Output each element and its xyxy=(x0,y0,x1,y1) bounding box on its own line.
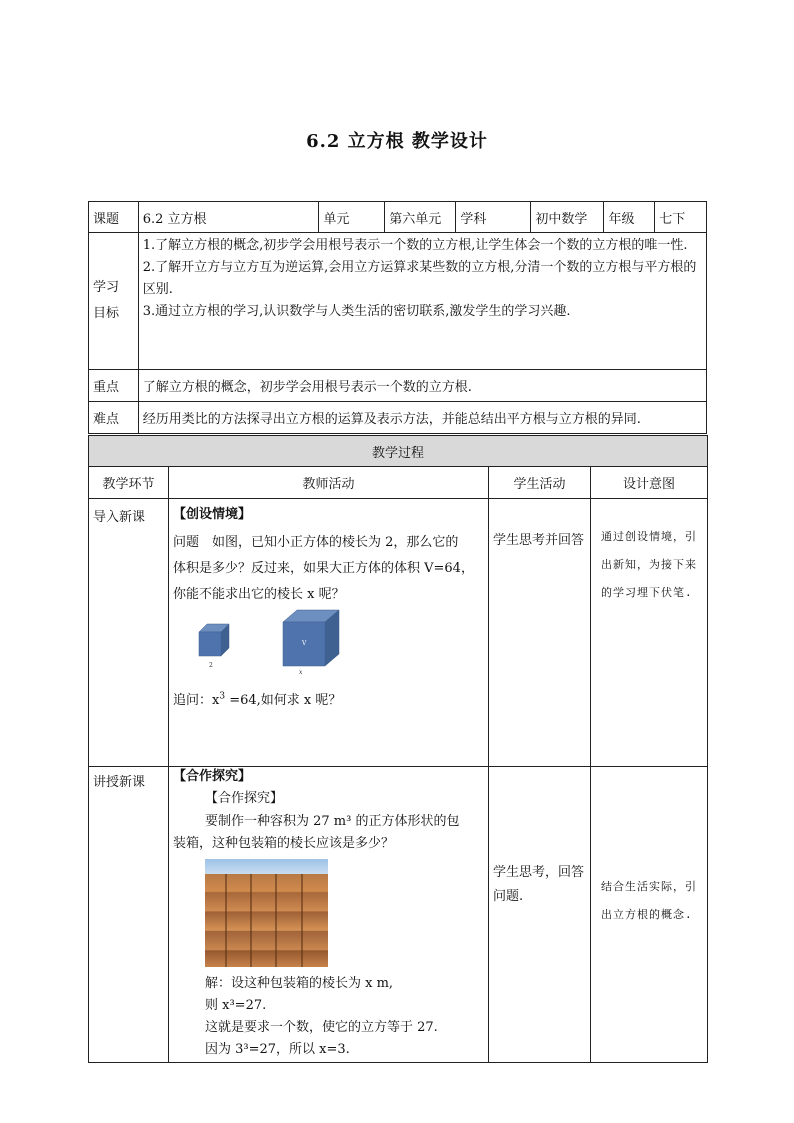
goal-item: 3.通过立方根的学习,认识数学与人类生活的密切联系,激发学生的学习兴趣. xyxy=(142,304,571,319)
teach-student-activity: 学生思考，回答问题. xyxy=(489,767,591,1063)
goal-item: 2.了解开立方与立方互为逆运算,会用立方运算求某些数的立方根,分清一个数的立方根与平方根的区别. xyxy=(142,260,697,297)
intro-student-activity: 学生思考并回答 xyxy=(489,499,591,767)
column-header: 设计意图 xyxy=(591,467,708,499)
key-label: 重点 xyxy=(89,370,139,402)
solution-line: 则 x³=27. xyxy=(205,998,267,1013)
column-header: 教学环节 xyxy=(89,467,169,499)
teach-design-intent: 结合生活实际，引出立方根的概念. xyxy=(591,767,708,1063)
cube-diagram xyxy=(173,608,473,688)
intro-problem-line: 你能不能求出它的棱长 x 呢？ xyxy=(173,587,345,602)
intro-followup xyxy=(173,688,484,714)
intro-teacher-activity xyxy=(169,499,489,767)
difficulty-point: 经历用类比的方法探寻出立方根的运算及表示方法，并能总结出平方根与立方根的异同. xyxy=(138,402,706,434)
teach-problem-line: 装箱，这种包装箱的棱长应该是多少？ xyxy=(173,836,395,851)
column-header: 教师活动 xyxy=(169,467,489,499)
key-point: 了解立方根的概念，初步学会用根号表示一个数的立方根. xyxy=(138,370,706,402)
lesson-label: 课题 xyxy=(89,202,139,233)
document-title: 6.2 立方根 教学设计 xyxy=(306,131,488,152)
big-cube-edge-label: x xyxy=(299,669,303,676)
followup-text: =64,如何求 x 呢？ xyxy=(225,693,342,708)
teach-heading: 【合作探究】 xyxy=(173,769,252,784)
unit-label: 单元 xyxy=(319,202,385,233)
intro-design-intent: 通过创设情境，引出新知，为接下来的学习埋下伏笔. xyxy=(591,499,708,767)
learning-goals xyxy=(138,233,706,370)
followup-exponent: 3 xyxy=(219,691,226,702)
intro-problem-line: 问题 如图，已知小正方体的棱长为 2，那么它的 xyxy=(173,535,459,550)
stage-teach: 讲授新课 xyxy=(89,767,169,1063)
column-header: 学生活动 xyxy=(489,467,591,499)
followup-text: 追问：x xyxy=(173,693,220,708)
lesson-info-table xyxy=(88,201,707,434)
unit-value: 第六单元 xyxy=(385,202,456,233)
goals-label-line1: 学习 xyxy=(93,280,120,295)
difficulty-label: 难点 xyxy=(89,402,139,434)
subject-value: 初中数学 xyxy=(531,202,604,233)
crates-photo xyxy=(205,859,328,967)
teach-problem-line: 要制作一种容积为 27 m³ 的正方体形状的包 xyxy=(205,814,460,829)
goals-label xyxy=(89,233,139,370)
teach-teacher-activity xyxy=(169,767,489,1063)
process-header: 教学过程 xyxy=(89,436,708,467)
small-cube-label: 2 xyxy=(209,662,213,669)
goal-item: 1.了解立方根的概念,初步学会用根号表示一个数的立方根,让学生体会一个数的立方根的唯一性. xyxy=(142,238,688,253)
small-cube xyxy=(199,624,229,656)
cube-figure xyxy=(173,608,484,688)
grade-label: 年级 xyxy=(604,202,655,233)
stage-intro: 导入新课 xyxy=(89,499,169,767)
goals-label-line2: 目标 xyxy=(93,306,120,321)
solution-line: 这就是要求一个数，使它的立方等于 27. xyxy=(205,1020,438,1035)
big-cube-label: V xyxy=(302,640,307,647)
intro-problem-line: 体积是多少？反过来，如果大正方体的体积 V=64， xyxy=(173,561,474,576)
solution-line: 因为 3³=27，所以 x=3. xyxy=(205,1042,350,1057)
big-cube xyxy=(283,610,339,666)
lesson-value: 6.2 立方根 xyxy=(138,202,319,233)
teaching-process-table xyxy=(88,435,708,1063)
intro-heading: 【创设情境】 xyxy=(173,507,252,522)
grade-value: 七下 xyxy=(655,202,707,233)
teach-subheading: 【合作探究】 xyxy=(205,791,284,806)
solution-line: 解：设这种包装箱的棱长为 x m, xyxy=(205,976,394,991)
subject-label: 学科 xyxy=(456,202,531,233)
